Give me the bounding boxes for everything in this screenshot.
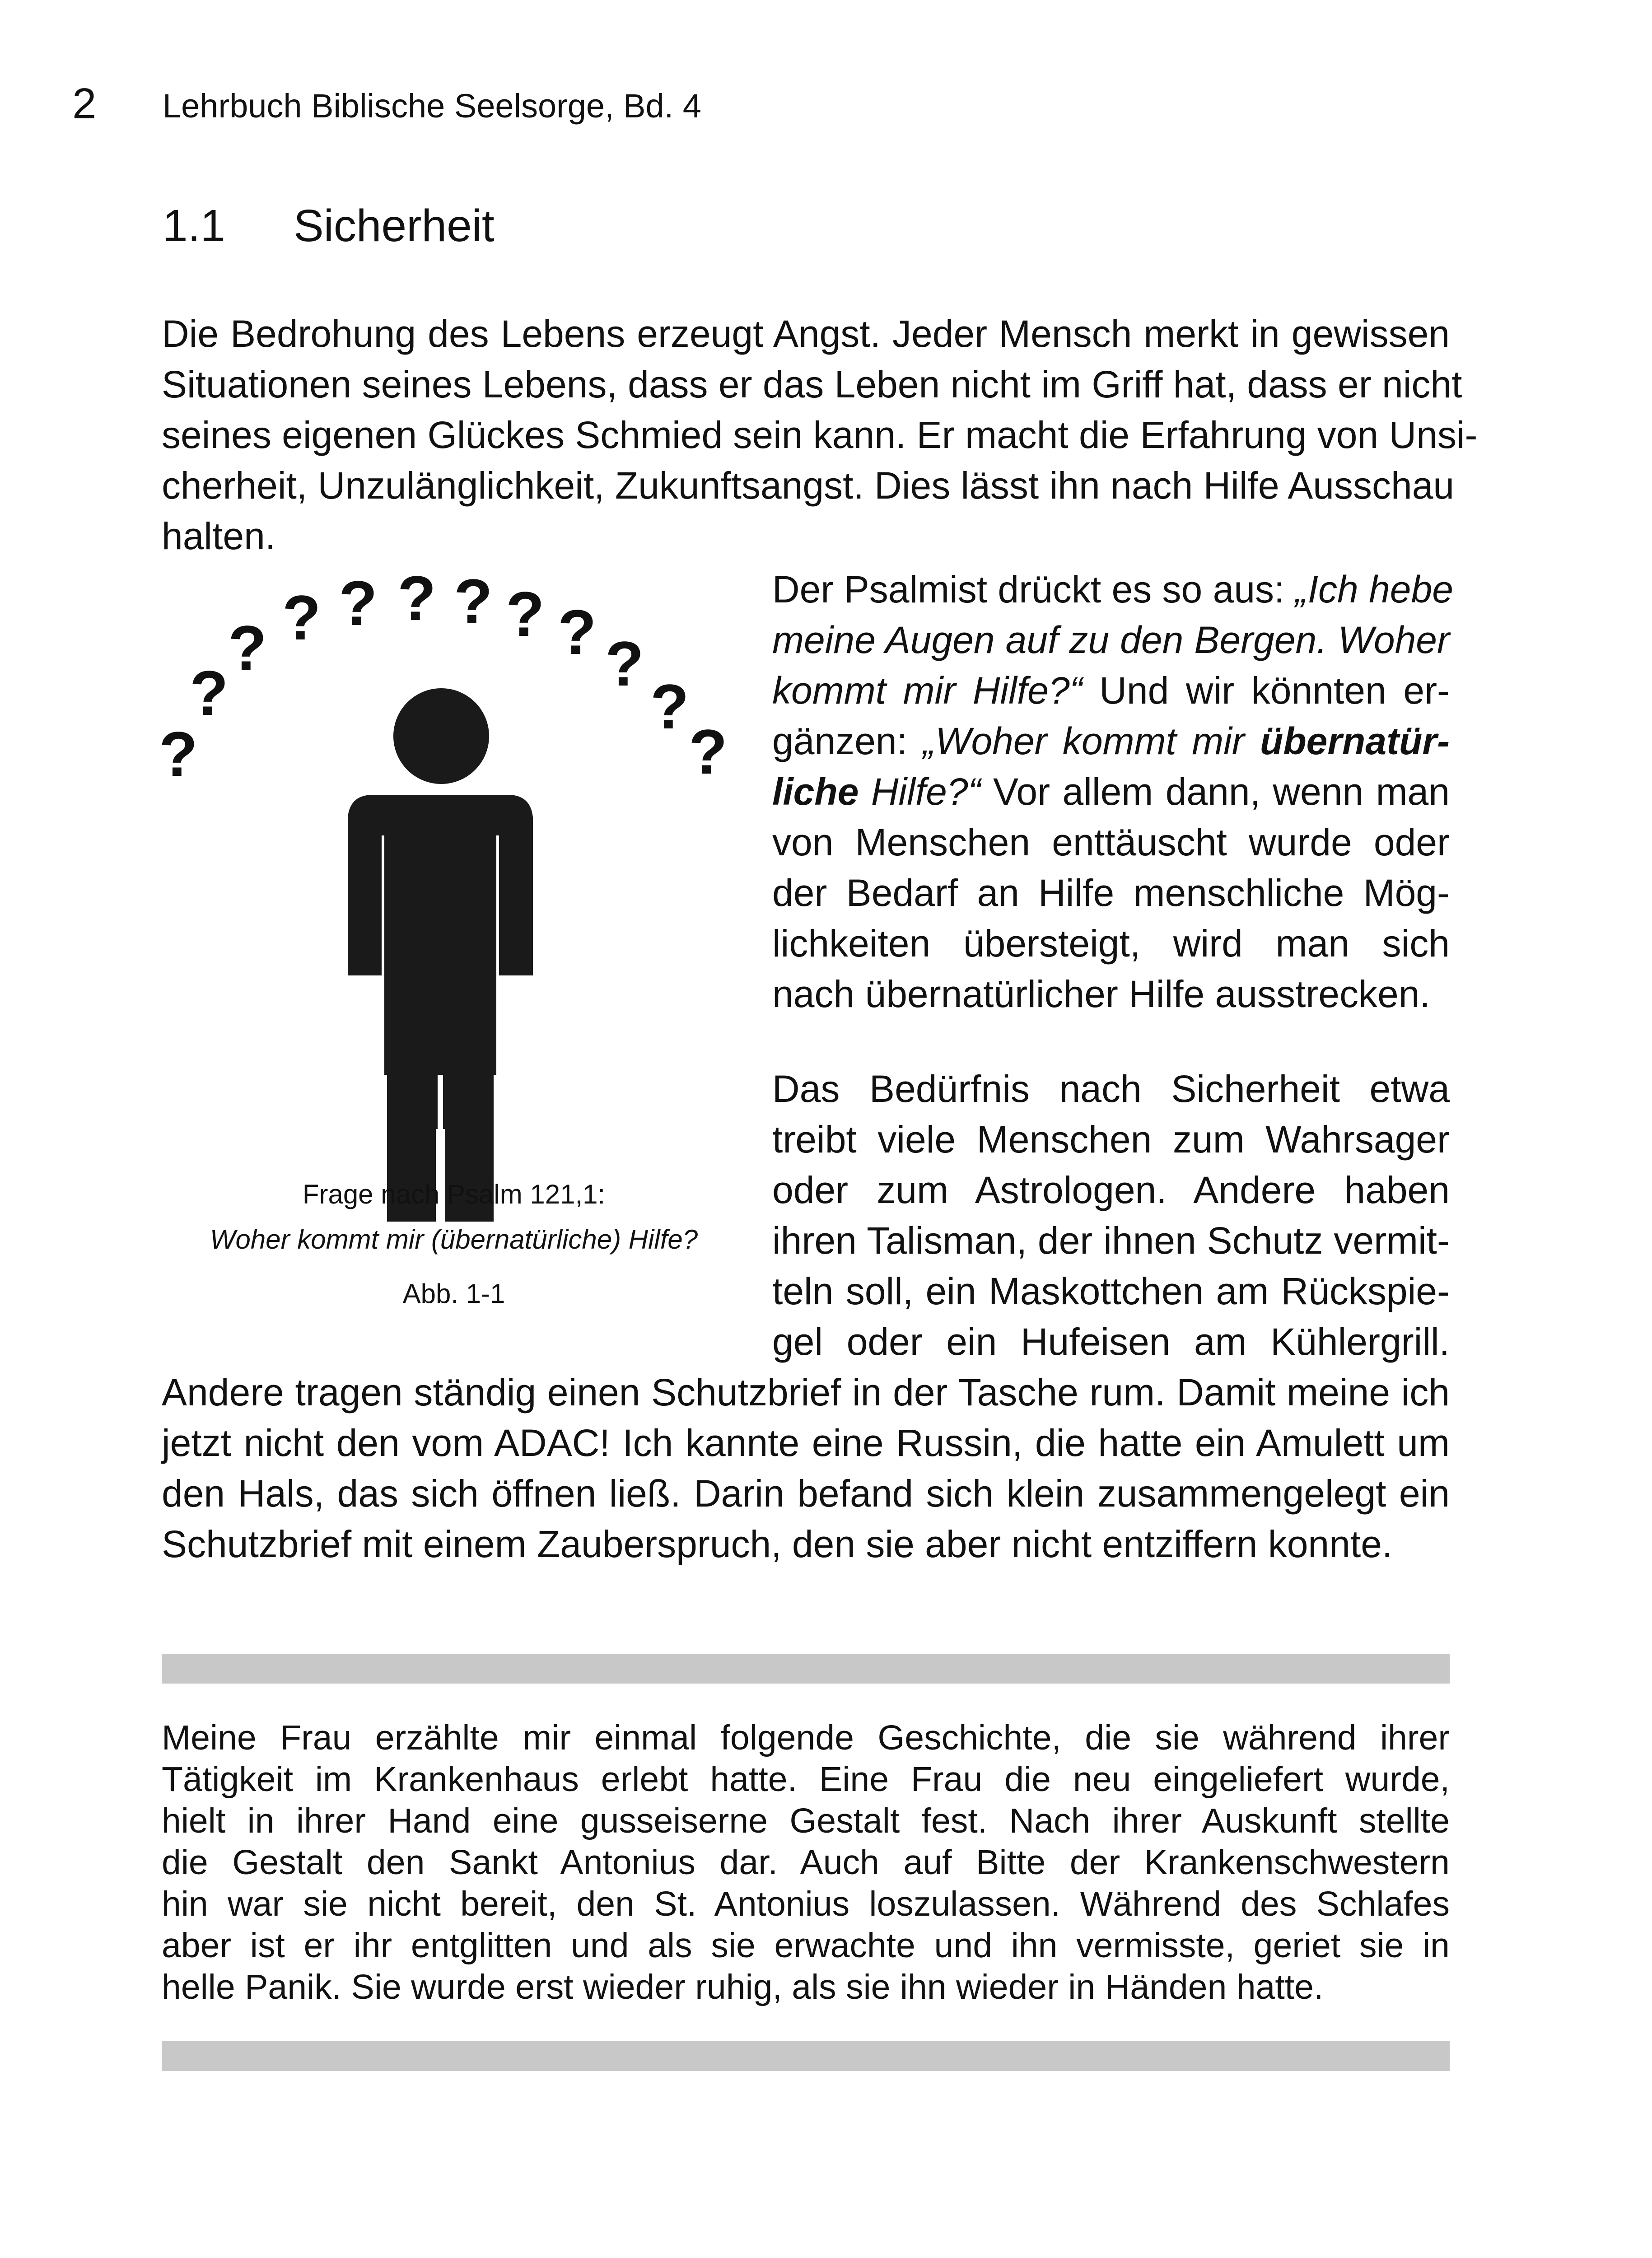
text-line: cherheit, Unzulänglichkeit, Zukunftsangst. Dies lässt ihn nach Hilfe Ausschau <box>162 464 1455 507</box>
text-span: Und wir könnten er- <box>1082 669 1450 712</box>
question-mark-icon: ? <box>397 563 436 634</box>
figure-caption-line2: Woher kommt mir (übernatürliche) Hilfe? <box>210 1224 698 1255</box>
text-line: teln soll, ein Maskottchen am Rückspie- <box>772 1270 1450 1312</box>
question-mark-icon: ? <box>689 716 728 787</box>
emphasis-span: liche <box>772 770 859 813</box>
book-title: Lehrbuch Biblische Seelsorge, Bd. 4 <box>163 87 701 125</box>
quote-span: „Woher kommt mir <box>923 720 1260 762</box>
text-line: Meine Frau erzählte mir einmal folgende Geschichte, die sie während ihrer <box>162 1718 1450 1757</box>
person-icon <box>341 686 540 1129</box>
text-line: treibt viele Menschen zum Wahrsager <box>772 1118 1450 1161</box>
quote-span: Hilfe?“ <box>859 770 981 813</box>
text-line: jetzt nicht den vom ADAC! Ich kannte eine Russin, die hatte ein Amulett um <box>162 1422 1450 1464</box>
text-line: meine Augen auf zu den Bergen. Woher <box>772 619 1450 661</box>
emphasis-span: übernatür- <box>1260 720 1450 762</box>
figure-caption-line1: Frage nach Psalm 121,1: <box>302 1179 606 1209</box>
text-line: Schutzbrief mit einem Zauberspruch, den sie aber nicht entziffern konnte. <box>162 1523 1393 1565</box>
question-mark-icon: ? <box>605 628 644 699</box>
text-line <box>772 665 1450 716</box>
section-title: Sicherheit <box>294 201 495 251</box>
quote-span: „Ich hebe <box>1295 568 1453 611</box>
text-line: nach übernatürlicher Hilfe ausstrecken. <box>772 973 1430 1015</box>
question-mark-icon: ? <box>190 658 229 728</box>
text-line <box>772 716 1450 766</box>
text-line: aber ist er ihr entglitten und als sie erwachte und ihn vermisste, geriet sie in <box>162 1926 1450 1965</box>
box-bottom-divider <box>162 2041 1450 2071</box>
text-line: hielt in ihrer Hand eine gusseiserne Gestalt fest. Nach ihrer Auskunft stellte <box>162 1801 1450 1840</box>
text-line: der Bedarf an Hilfe menschliche Mög- <box>772 872 1450 914</box>
question-mark-icon: ? <box>159 718 198 789</box>
figure-illustration <box>154 564 759 1129</box>
person-legs-shape <box>387 1075 494 1237</box>
text-line: lichkeiten übersteigt, wird man sich <box>772 922 1450 965</box>
text-line: ihren Talisman, der ihnen Schutz vermit- <box>772 1219 1450 1262</box>
quote-span: kommt mir Hilfe?“ <box>772 669 1083 712</box>
text-line: Andere tragen ständig einen Schutzbrief in der Tasche rum. Damit meine ich <box>162 1371 1450 1414</box>
page-number: 2 <box>72 79 97 128</box>
figure-label: Abb. 1-1 <box>402 1278 505 1309</box>
text-line: die Gestalt den Sankt Antonius dar. Auch auf Bitte der Krankenschwestern <box>162 1843 1450 1882</box>
question-mark-icon: ? <box>558 597 597 667</box>
text-span: Der Psalmist drückt es so aus: <box>772 568 1295 611</box>
text-line: Das Bedürfnis nach Sicherheit etwa <box>772 1068 1450 1110</box>
text-line: hin war sie nicht bereit, den St. Antonius loszulassen. Während des Schlafes <box>162 1885 1450 1923</box>
question-mark-icon: ? <box>506 578 545 649</box>
question-mark-icon: ? <box>650 671 689 742</box>
text-line: Die Bedrohung des Lebens erzeugt Angst. Jeder Mensch merkt in gewissen <box>162 313 1450 355</box>
text-line: helle Panik. Sie wurde erst wieder ruhig, als sie ihn wieder in Händen hatte. <box>162 1968 1324 2006</box>
text-line: Tätigkeit im Krankenhaus erlebt hatte. Eine Frau die neu eingeliefert wurde, <box>162 1760 1450 1799</box>
text-line: halten. <box>162 515 276 557</box>
text-line <box>772 564 1453 615</box>
text-line: seines eigenen Glückes Schmied sein kann. Er macht die Erfahrung von Unsi- <box>162 414 1478 456</box>
question-mark-icon: ? <box>282 582 321 653</box>
text-line: Situationen seines Lebens, dass er das Leben nicht im Griff hat, dass er nicht <box>162 363 1462 406</box>
question-mark-icon: ? <box>228 612 267 683</box>
text-line: von Menschen enttäuscht wurde oder <box>772 821 1450 863</box>
text-line: oder zum Astrologen. Andere haben <box>772 1169 1450 1211</box>
text-span: Vor allem dann, wenn man <box>980 770 1450 813</box>
question-mark-icon: ? <box>454 566 493 637</box>
text-line: den Hals, das sich öffnen ließ. Darin befand sich klein zusammengelegt ein <box>162 1472 1450 1515</box>
text-line: gel oder ein Hufeisen am Kühlergrill. <box>772 1320 1450 1363</box>
section-number: 1.1 <box>163 201 226 251</box>
box-top-divider <box>162 1654 1450 1684</box>
question-mark-icon: ? <box>339 568 378 639</box>
text-line <box>772 766 1450 817</box>
text-span: gänzen: <box>772 720 923 762</box>
